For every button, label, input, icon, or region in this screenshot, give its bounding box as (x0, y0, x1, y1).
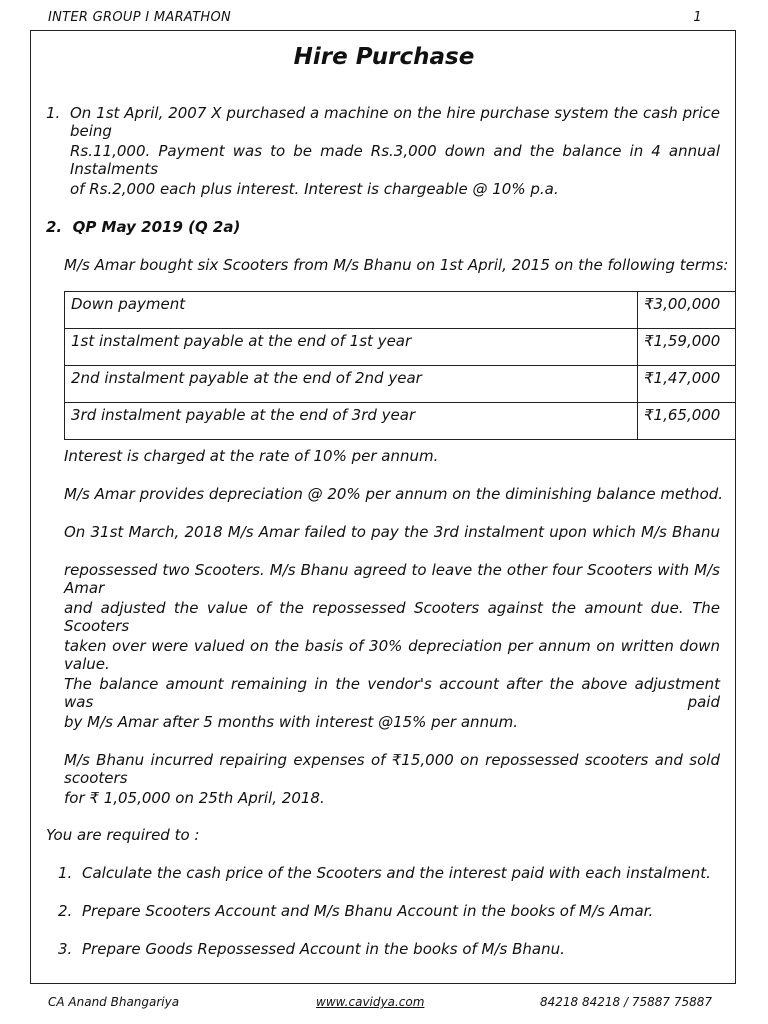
q1-number: 1. (46, 104, 61, 122)
row-amount: ₹3,00,000 (638, 292, 736, 329)
requirement-text: Calculate the cash price of the Scooters and the interest paid with each instalment. (82, 864, 711, 882)
requirement-number: 3. (58, 940, 73, 958)
page-title: Hire Purchase (293, 44, 475, 70)
q2-line-3: On 31st March, 2018 M/s Amar failed to pay the 3rd instalment upon which M/s Bhanu (64, 523, 720, 541)
row-label: 1st instalment payable at the end of 1st year (65, 329, 638, 366)
q2-heading: 2. QP May 2019 (Q 2a) (46, 218, 241, 236)
page-header (48, 8, 702, 28)
table-row (65, 292, 736, 329)
footer-phone: 84218 84218 / 75887 75887 (540, 995, 712, 1009)
instalment-table (64, 291, 736, 440)
q2-line-7: The balance amount remaining in the vendor's account after the above adjustment was paid (64, 675, 720, 711)
requirement-text: Prepare Scooters Account and M/s Bhanu Account in the books of M/s Amar. (82, 902, 654, 920)
page-number: 1 (693, 10, 702, 25)
row-label: Down payment (65, 292, 638, 329)
table-row (65, 329, 736, 366)
table-row (65, 366, 736, 403)
q2-line-2: M/s Amar provides depreciation @ 20% per annum on the diminishing balance method. (64, 485, 724, 503)
page-footer (48, 995, 712, 1015)
requirement-number: 1. (58, 864, 73, 882)
requirement-number: 2. (58, 902, 73, 920)
row-amount: ₹1,47,000 (638, 366, 736, 403)
row-amount: ₹1,59,000 (638, 329, 736, 366)
q2-line-8: by M/s Amar after 5 months with interest @15% per annum. (64, 713, 518, 731)
row-label: 2nd instalment payable at the end of 2nd year (65, 366, 638, 403)
table-row (65, 403, 736, 440)
q2-line-10: for ₹ 1,05,000 on 25th April, 2018. (64, 789, 325, 807)
row-label: 3rd instalment payable at the end of 3rd year (65, 403, 638, 440)
q2-line-6: taken over were valued on the basis of 30% depreciation per annum on written down value. (64, 637, 720, 673)
header-title: INTER GROUP I MARATHON (48, 10, 232, 25)
q1-line-1: On 1st April, 2007 X purchased a machine on the hire purchase system the cash price being (70, 104, 720, 140)
footer-website-link[interactable]: www.cavidya.com (316, 995, 425, 1009)
q2-line-4: repossessed two Scooters. M/s Bhanu agreed to leave the other four Scooters with M/s Amar (64, 561, 720, 597)
q2-line-1: Interest is charged at the rate of 10% per annum. (64, 447, 439, 465)
q1-line-3: of Rs.2,000 each plus interest. Interest is chargeable @ 10% p.a. (70, 180, 559, 198)
q2-line-9: M/s Bhanu incurred repairing expenses of ₹15,000 on repossessed scooters and sold scooters (64, 751, 720, 787)
required-heading: You are required to : (46, 826, 200, 844)
requirement-text: Prepare Goods Repossessed Account in the books of M/s Bhanu. (82, 940, 565, 958)
row-amount: ₹1,65,000 (638, 403, 736, 440)
q1-line-2: Rs.11,000. Payment was to be made Rs.3,000 down and the balance in 4 annual Instalments (70, 142, 720, 178)
q2-line-5: and adjusted the value of the repossessed Scooters against the amount due. The Scooters (64, 599, 720, 635)
footer-author: CA Anand Bhangariya (48, 995, 180, 1009)
q2-intro: M/s Amar bought six Scooters from M/s Bhanu on 1st April, 2015 on the following terms: (64, 256, 729, 274)
